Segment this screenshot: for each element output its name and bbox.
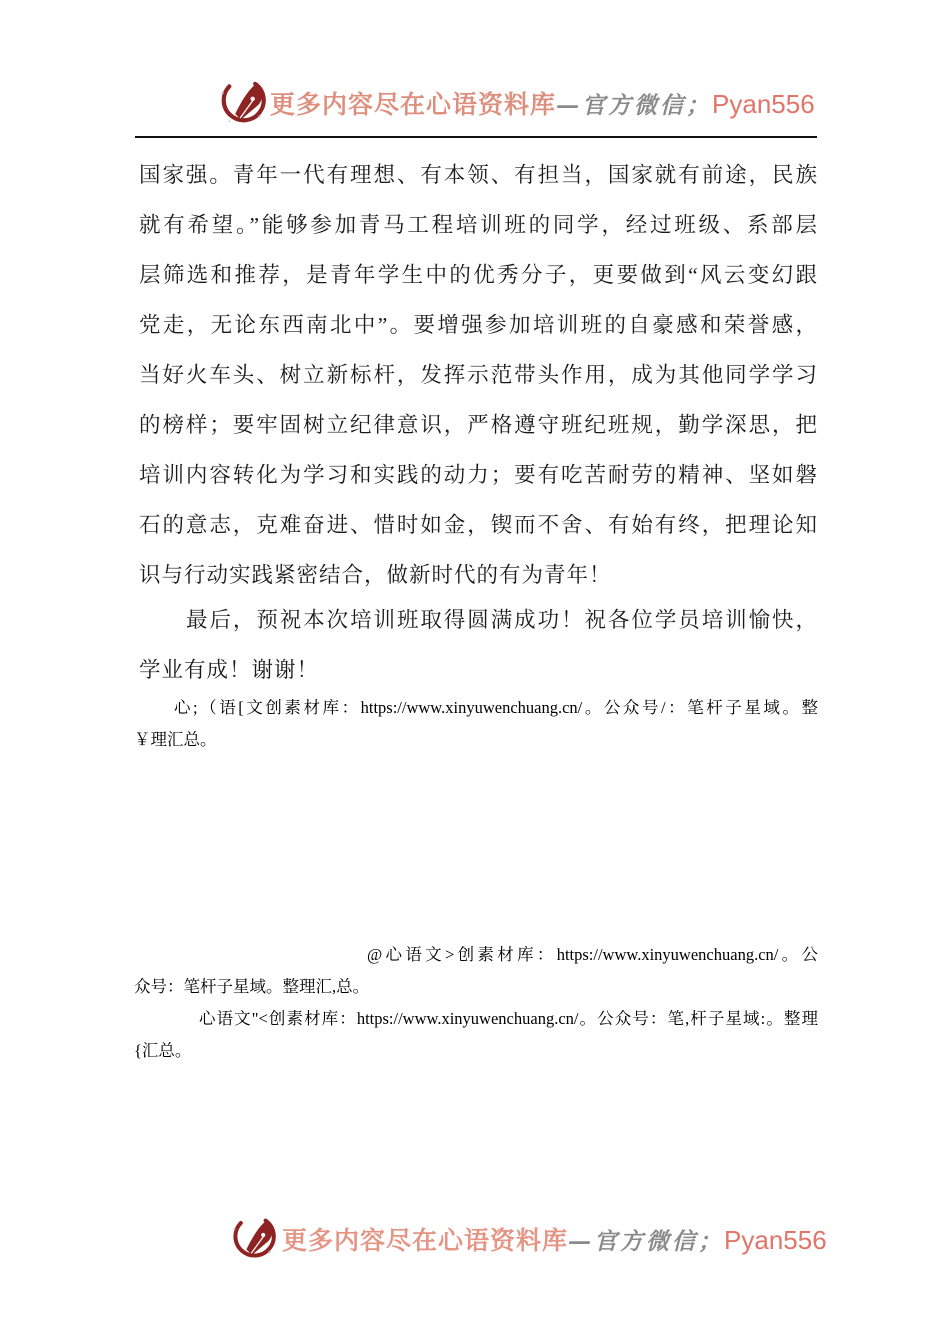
body-line: 国家强。青年一代有理想、有本领、有担当，国家就有前途，民族: [139, 163, 818, 187]
footer-watermark-text: [282, 1221, 827, 1257]
body-line: 党走，无论东西南北中”。要增强参加培训班的自豪感和荣誉感，: [139, 313, 818, 337]
page-footer: [228, 1210, 827, 1268]
fine-print-block-1: [134, 692, 818, 756]
header-divider: [135, 136, 817, 138]
body-line: 就有希望。”能够参加青马工程培训班的同学，经过班级、系部层: [139, 213, 818, 237]
body-line: 识与行动实践紧密结合，做新时代的有为青年！: [139, 563, 612, 587]
fine-print-line: 心语文"<创素材库：https://www.xinyuwenchuang.cn/。公众号：笔,杆子星域:。整理: [199, 1009, 818, 1028]
header-brand-text: 更多内容尽在心语资料库: [270, 92, 557, 119]
brand-pen-logo-icon: [228, 1213, 276, 1265]
fine-print-line: 心;（语[文创素材库：https://www.xinyuwenchuang.cn/。公众号/：笔杆子星域。整: [174, 698, 818, 717]
footer-brand-text: 更多内容尽在心语资料库: [282, 1228, 569, 1255]
body-line: 层筛选和推荐，是青年学生中的优秀分子，更要做到“风云变幻跟: [139, 263, 818, 287]
body-line: 最后，预祝本次培训班取得圆满成功！祝各位学员培训愉快，: [186, 608, 818, 632]
page-header: [216, 74, 815, 132]
paragraph-1: [139, 150, 818, 600]
fine-print-block-2: [134, 939, 818, 1067]
paragraph-2: [139, 595, 818, 695]
body-line: 培训内容转化为学习和实践的动力；要有吃苦耐劳的精神、坚如磐: [139, 463, 818, 487]
header-wechat-id: Pyan556: [712, 89, 815, 119]
header-wechat-label: —官方微信；: [556, 92, 713, 119]
fine-print-line: @心语文>创素材库：https://www.xinyuwenchuang.cn/。公: [367, 945, 818, 964]
body-line: 的榜样；要牢固树立纪律意识，严格遵守班纪班规，勤学深思，把: [139, 413, 818, 437]
body-line: 学业有成！谢谢！: [139, 658, 320, 682]
brand-pen-logo-icon: [216, 76, 266, 130]
fine-print-line: ￥理汇总。: [134, 730, 217, 749]
footer-wechat-id: Pyan556: [724, 1225, 827, 1255]
body-line: 当好火车头、树立新标杆，发挥示范带头作用，成为其他同学学习: [139, 363, 818, 387]
footer-wechat-label: —官方微信；: [568, 1228, 725, 1255]
header-watermark-text: [270, 85, 815, 121]
body-line: 石的意志，克难奋进、惜时如金，锲而不舍、有始有终，把理论知: [139, 513, 818, 537]
fine-print-line: {汇总。: [134, 1041, 192, 1060]
fine-print-line: 众号：笔杆子星域。整理汇,总。: [134, 977, 370, 996]
